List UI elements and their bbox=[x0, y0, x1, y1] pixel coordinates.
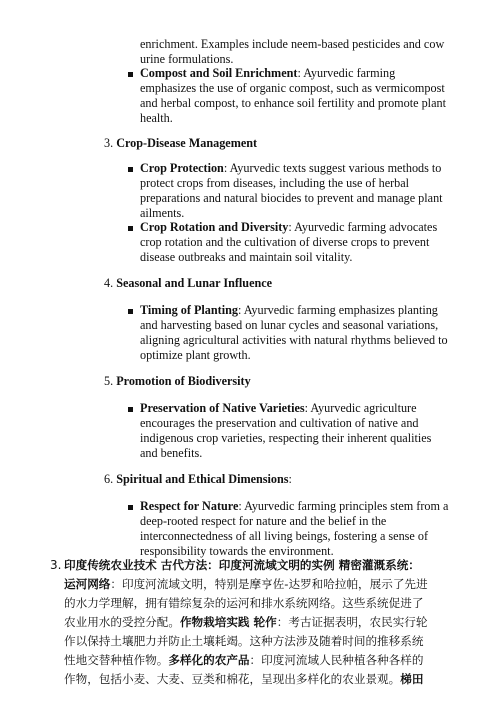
chinese-line-6-text-a: 性地交替种植作物。 bbox=[64, 653, 169, 667]
intro-line-2: urine formulations. bbox=[140, 52, 234, 66]
section-3-heading bbox=[104, 136, 257, 151]
chinese-line-4 bbox=[64, 613, 427, 632]
timing-line-2: and harvesting based on lunar cycles and seasonal variations, bbox=[140, 318, 439, 332]
chinese-produce-label: 多样化的农产品 bbox=[168, 653, 250, 667]
chinese-line-6-text-c: ：印度河流域人民种植各种各样的 bbox=[249, 653, 424, 667]
chinese-terrace-label: 梯田 bbox=[400, 672, 424, 686]
section-6-title: Spiritual and Ethical Dimensions bbox=[116, 472, 289, 486]
chinese-line-5: 作以保持土壤肥力并防止土壤耗竭。这种方法涉及随着时间的推移系统 bbox=[64, 634, 424, 648]
chinese-line-7 bbox=[64, 670, 423, 689]
chinese-canal-label: 运河网络 bbox=[64, 577, 111, 591]
intro-line-1: enrichment. Examples include neem-based pesticides and cow bbox=[140, 37, 445, 51]
respect-line-1 bbox=[140, 499, 448, 514]
preservation-line-4: and benefits. bbox=[140, 446, 203, 460]
crop-rotation-line-2: crop rotation and the cultivation of diverse crops to prevent bbox=[140, 235, 430, 249]
respect-line-2: deep-rooted respect for nature and the belief in the bbox=[140, 514, 387, 528]
bullet-crop-rotation bbox=[128, 226, 133, 231]
section-5-heading bbox=[104, 374, 251, 389]
chinese-heading: 印度传统农业技术 古代方法：印度河流域文明的实例 精密灌溉系统： bbox=[64, 558, 420, 572]
section-4-heading bbox=[104, 276, 272, 291]
bullet-preservation bbox=[128, 407, 133, 412]
crop-rotation-title: Crop Rotation and Diversity bbox=[140, 220, 289, 234]
preservation-line-1 bbox=[140, 401, 417, 416]
chinese-line-1 bbox=[64, 556, 420, 575]
bullet-compost bbox=[128, 72, 133, 77]
crop-protection-line-2: protect crops from diseases, including the use of herbal bbox=[140, 176, 410, 190]
timing-title: Timing of Planting bbox=[140, 303, 238, 317]
chinese-line-2 bbox=[64, 575, 428, 594]
crop-protection-line-4: ailments. bbox=[140, 206, 185, 220]
timing-text-1: : Ayurvedic farming emphasizes planting bbox=[237, 303, 438, 317]
preservation-line-2: encourages the preservation and cultivation of native and bbox=[140, 416, 419, 430]
compost-line-4: health. bbox=[140, 111, 173, 125]
section-6-number: 6. bbox=[104, 472, 117, 486]
crop-rotation-line-1 bbox=[140, 220, 437, 235]
chinese-line-2-text: ：印度河流域文明，特别是摩亨佐-达罗和哈拉帕，展示了先进 bbox=[110, 577, 428, 591]
compost-text-1: : Ayurvedic farming bbox=[297, 66, 396, 80]
compost-line-1 bbox=[140, 66, 395, 81]
respect-text-1: : Ayurvedic farming principles stem from a bbox=[238, 499, 449, 513]
timing-line-1 bbox=[140, 303, 438, 318]
section-6-colon: : bbox=[288, 472, 292, 486]
chinese-line-7-text-a: 作物，包括小麦、大麦、豆类和棉花，呈现出多样化的农业景观。 bbox=[64, 672, 401, 686]
crop-protection-title: Crop Protection bbox=[140, 161, 224, 175]
chinese-line-4-text-a: 农业用水的受控分配。 bbox=[64, 615, 180, 629]
preservation-line-3: indigenous crop varieties, respecting their inherent qualities bbox=[140, 431, 432, 445]
chinese-rotation-label: 作物栽培实践 轮作 bbox=[179, 615, 277, 629]
section-6-heading bbox=[104, 472, 292, 487]
crop-protection-text-1: : Ayurvedic texts suggest various methods to bbox=[223, 161, 442, 175]
section-5-title: Promotion of Biodiversity bbox=[116, 374, 251, 388]
crop-protection-line-1 bbox=[140, 161, 441, 176]
bullet-respect bbox=[128, 505, 133, 510]
bullet-crop-protection bbox=[128, 167, 133, 172]
section-3-title: Crop-Disease Management bbox=[116, 136, 258, 150]
section-4-title: Seasonal and Lunar Influence bbox=[116, 276, 273, 290]
respect-line-3: interconnectedness of all living beings, fostering a sense of bbox=[140, 529, 429, 543]
compost-line-2: emphasizes the use of organic compost, such as vermicompost bbox=[140, 81, 445, 95]
crop-rotation-text-1: : Ayurvedic farming advocates bbox=[288, 220, 438, 234]
timing-line-3: aligning agricultural activities with natural rhythms believed to bbox=[140, 333, 448, 347]
respect-title: Respect for Nature bbox=[140, 499, 239, 513]
section-3-number: 3. bbox=[104, 136, 117, 150]
compost-title: Compost and Soil Enrichment bbox=[140, 66, 298, 80]
bullet-timing bbox=[128, 309, 133, 314]
preservation-text-1: : Ayurvedic agriculture bbox=[304, 401, 417, 415]
respect-line-4: responsibility towards the environment. bbox=[140, 544, 334, 558]
section-4-number: 4. bbox=[104, 276, 117, 290]
chinese-number: 3. bbox=[50, 558, 62, 572]
compost-line-3: and herbal compost, to enhance soil fertility and promote plant bbox=[140, 96, 446, 110]
chinese-line-4-text-c: ：考古证据表明，农民实行轮 bbox=[276, 615, 428, 629]
section-5-number: 5. bbox=[104, 374, 117, 388]
crop-rotation-line-3: disease outbreaks and maintain soil vitality. bbox=[140, 250, 353, 264]
timing-line-4: optimize plant growth. bbox=[140, 348, 251, 362]
chinese-line-6 bbox=[64, 651, 423, 670]
preservation-title: Preservation of Native Varieties bbox=[140, 401, 305, 415]
crop-protection-line-3: preparations and natural biocides to prevent and manage plant bbox=[140, 191, 443, 205]
chinese-line-3: 的水力学理解，拥有错综复杂的运河和排水系统网络。这些系统促进了 bbox=[64, 596, 424, 610]
